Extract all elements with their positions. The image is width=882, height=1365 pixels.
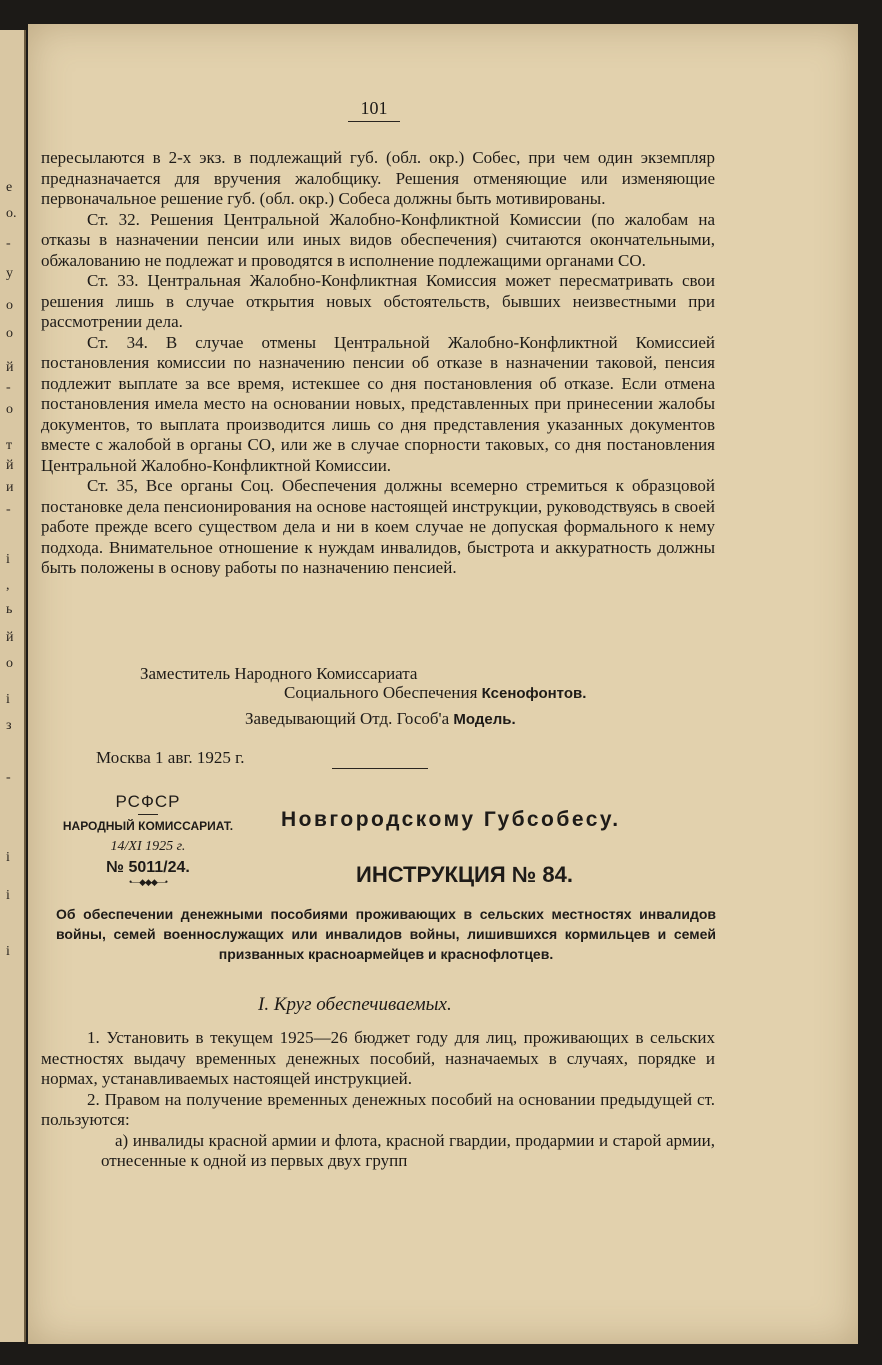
stamp-line-1: РСФСР [115, 792, 181, 811]
instruction-subject: Об обеспечении денежными пособиями проживающих в сельских местностях инвалидов войны, семей военнослужащих или инвалидов войны, лишившихся кормильцев и семей призванных красноармейцев и краснофлотцев. [56, 906, 716, 962]
stamp-date: 14/XI 1925 г. [110, 839, 186, 854]
adjacent-page-edge: е о. - у о о й - о т й и - і , ь й о і з - і і і [0, 30, 26, 1342]
signature-title-2: Социального Обеспечения [284, 683, 478, 702]
signature-line-3 [245, 709, 516, 729]
article-35: Ст. 35, Все органы Соц. Обеспечения должны всемерно стремиться к образцовой постановке дела пенсионирования на основе настоящей инструкции, руководствуясь в своей работе прежде всего существом дела и ни в коем случае не допуская формального к нему подхода. Внимательное отношение к нуждам инвалидов, быстрота и аккуратность должны быть положены в основу работы по назначению пенсией. [41, 476, 715, 577]
paragraph-continuation: пересылаются в 2-х экз. в подлежащий губ. (обл. окр.) Собес, при чем один экземпляр предназначается для вручения жалобщику. Решения отменяющие или изменяющие первоначальное решение губ. (обл. окр.) Собеса должны быть мотивированы. [41, 148, 715, 208]
signature-line-1: Заместитель Народного Комиссариата [140, 664, 418, 683]
signatory-name-2: Модель. [453, 711, 516, 728]
article-33: Ст. 33. Центральная Жалобно-Конфликтная Комиссия может пересматривать свои решения лишь в случае открытия новых обстоятельств, бывших неизвестными при рассмотрении дела. [41, 271, 715, 331]
section-heading: I. Круг обеспечиваемых. [258, 994, 452, 1015]
stamp-divider [138, 814, 158, 815]
item-2a: а) инвалиды красной армии и флота, красной гвардии, продармии и старой армии, отнесенные к одной из первых двух групп [101, 1130, 715, 1170]
section-items [41, 1028, 715, 1172]
addressee: Новгородскому Губсобесу. [281, 808, 621, 831]
item-2: 2. Правом на получение временных денежных пособий на основании предыдущей ст. пользуются: [41, 1089, 715, 1129]
signature-line-2 [284, 683, 586, 703]
item-1: 1. Установить в текущем 1925—26 бюджет году для лиц, проживающих в сельских местностях выдачу временных денежных пособий, назначаемых в случаях, порядке и нормах, устанавливаемых настоящей инструкцией. [41, 1028, 715, 1088]
stamp-number: № 5011/24. [106, 859, 190, 876]
signature-title-3: Заведывающий Отд. Гособ'а [245, 709, 450, 728]
letterhead-stamp [60, 792, 236, 888]
body-text [41, 148, 715, 579]
page-number: 101 [348, 98, 400, 122]
stamp-line-2: НАРОДНЫЙ КОМИССАРИАТ. [62, 819, 234, 833]
instruction-title: ИНСТРУКЦИЯ № 84. [356, 862, 574, 887]
separator-rule [332, 768, 428, 769]
place-date: Москва 1 авг. 1925 г. [96, 748, 245, 767]
signatory-name-1: Ксенофонтов. [481, 685, 587, 702]
document-page [28, 24, 858, 1344]
article-34: Ст. 34. В случае отмены Центральной Жалобно-Конфликтной Комиссией постановления комиссии по назначению пенсии об отказе в назначении таковой, пенсия подлежит выплате за все время, истекшее со дня постановления об отказе. Если отмена постановления имела место на основании новых, представленных при принесении жалобы документов, то выплата производится лишь со дня представления указанных документов вместе с жалобой в органы СО, или же в случае спорности таковых, со дня постановления Центральной Жалобно-Конфликтной Комиссии. [41, 332, 715, 475]
article-32: Ст. 32. Решения Центральной Жалобно-Конфликтной Комиссии (по жалобам на отказы в назначении пенсии или иных видов обеспечения) считаются окончательными, обжалованию не подлежат и проводятся в исполнение подлежащими органами СО. [41, 209, 715, 270]
ornament-divider: •—◆◆◆—• [128, 877, 168, 887]
